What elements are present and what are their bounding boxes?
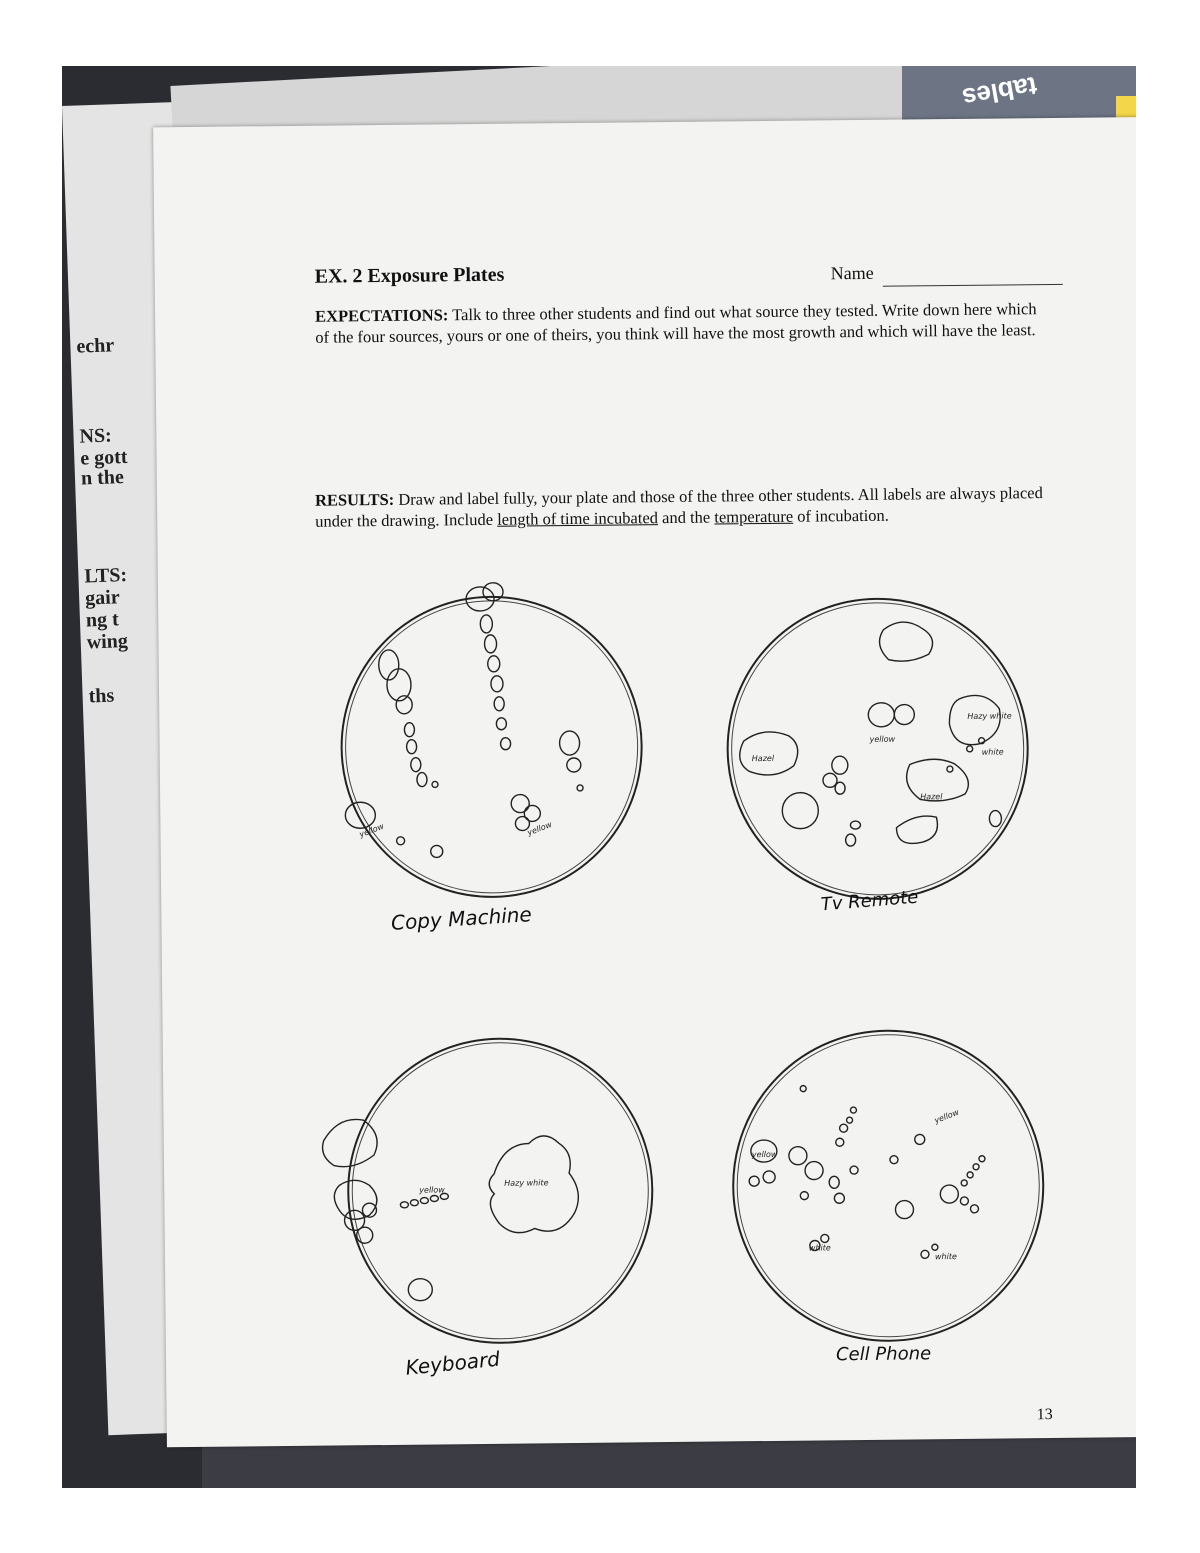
plate-tv-remote	[726, 597, 1029, 916]
annotation-text: white	[981, 747, 1004, 757]
expectations-heading: EXPECTATIONS:	[315, 305, 449, 326]
fragment-text: n the	[80, 466, 125, 490]
annotation-text: yellow	[526, 819, 554, 838]
fragment-text: wing	[86, 630, 129, 654]
fragment-text: ng t	[85, 608, 120, 632]
annotation-text: yellow	[751, 1149, 778, 1160]
fragment-text: ths	[88, 684, 115, 708]
annotation-text: white	[808, 1243, 831, 1253]
plate-copy-machine	[340, 581, 644, 935]
plates-drawing	[153, 117, 1136, 1448]
annotation-text: yellow	[933, 1107, 961, 1126]
plate-label: Keyboard	[404, 1346, 501, 1380]
worksheet-page	[153, 117, 1136, 1448]
fragment-text: NS:	[79, 424, 113, 448]
annotation-text: Hazel	[920, 792, 943, 802]
annotation-text: Hazel	[751, 753, 775, 764]
results-text-1: Draw and label fully, your plate and those of the three other students. All labels are always placed under the drawing. Include	[315, 483, 1043, 531]
name-label: Name	[830, 262, 874, 284]
plate-cell-phone	[732, 1029, 1045, 1366]
results-underline-temperature: temperature	[714, 506, 794, 527]
annotation-text: Hazy white	[967, 711, 1012, 721]
results-underline-time: length of time incubated	[497, 508, 659, 529]
annotation-text: yellow	[358, 821, 386, 840]
plate-label: Cell Phone	[835, 1343, 932, 1366]
page-number: 13	[1036, 1406, 1053, 1424]
fragment-text: gair	[84, 586, 121, 610]
plate-keyboard	[321, 1037, 654, 1380]
fragment-text: LTS:	[84, 564, 128, 588]
top-right-label: tables	[960, 70, 1040, 114]
photo-background	[62, 66, 1136, 1488]
expectations-text: Talk to three other students and find out what source they tested. Write down here which of the four sources, yours or one of theirs, you think will have the most growth and which will have the least.	[315, 299, 1037, 347]
results-heading: RESULTS:	[314, 489, 395, 510]
annotation-text: yellow	[419, 1185, 445, 1195]
results-text-3: of incubation.	[797, 505, 889, 526]
page-title: EX. 2 Exposure Plates	[314, 263, 505, 288]
plate-label: Copy Machine	[390, 902, 533, 935]
results-text-2: and the	[661, 507, 711, 528]
fragment-text: e gott	[79, 445, 128, 470]
annotation-text: Hazy white	[504, 1178, 549, 1188]
fragment-text: echr	[76, 334, 115, 358]
plate-label: Tv Remote	[820, 886, 920, 916]
annotation-text: white	[934, 1252, 957, 1262]
annotation-text: yellow	[869, 734, 896, 744]
